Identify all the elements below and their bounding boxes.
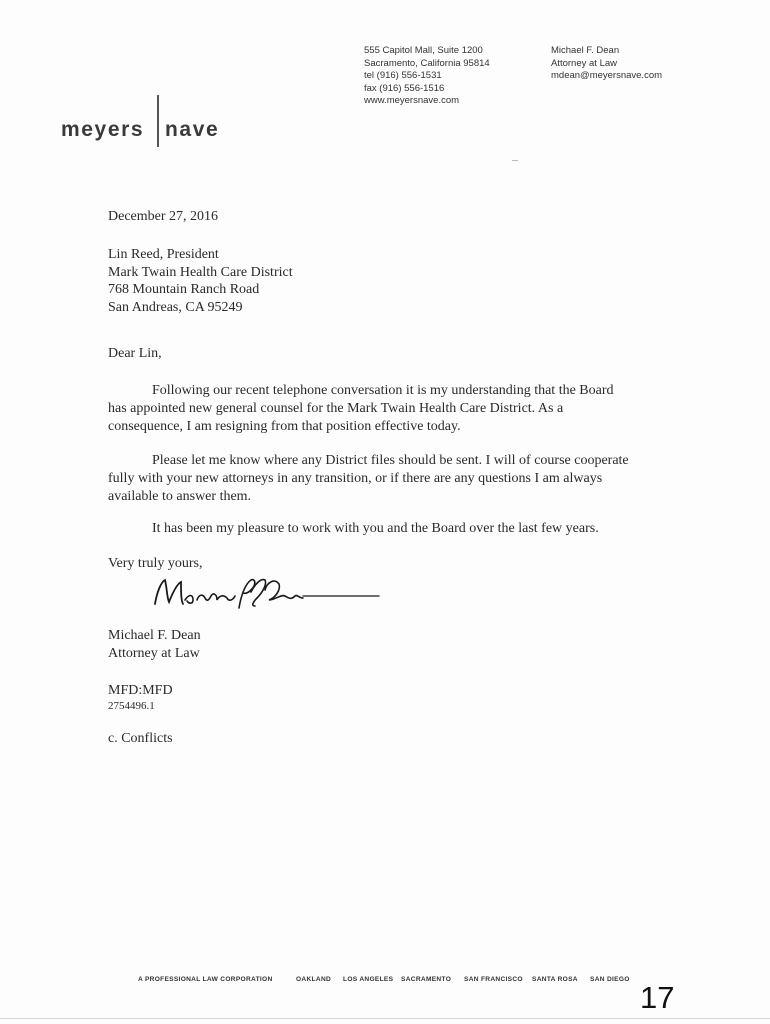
paragraph-line: Please let me know where any District files should be sent. I will of course cooperate [152,453,629,468]
paragraph-line: fully with your new attorneys in any transition, or if there are any questions I am always [108,471,603,486]
footer-city: SACRAMENTO [401,976,452,983]
attorney-line: mdean@meyersnave.com [551,70,663,82]
paragraph-line: available to answer them. [108,489,252,504]
closing: Very truly yours, [108,556,203,571]
body-paragraph-1 [108,382,614,436]
body-paragraph-3: It has been my pleasure to work with you and the Board over the last few years. [152,521,599,536]
recipient-line: Mark Twain Health Care District [108,264,293,280]
logo-word-meyers: meyers [61,118,145,141]
address-line: fax (916) 556-1516 [364,82,445,94]
reference-initials: MFD:MFD [108,683,173,698]
paragraph-line: consequence, I am resigning from that position effective today. [108,419,461,434]
recipient-line: 768 Mountain Ranch Road [108,282,260,297]
page-number: 17 [640,980,675,1015]
signer-name: Michael F. Dean [108,628,201,643]
cc-line: c. Conflicts [108,731,173,746]
scan-mark [512,160,518,161]
salutation: Dear Lin, [108,346,162,361]
address-line: Sacramento, California 95814 [364,57,490,69]
address-line: 555 Capitol Mall, Suite 1200 [364,45,483,56]
handwritten-signature [147,574,387,614]
page-bottom-edge [0,1018,770,1019]
footer-city: LOS ANGELES [343,976,394,983]
address-line: tel (916) 556-1531 [364,70,442,82]
signer-title: Attorney at Law [108,645,200,661]
attorney-contact-block [551,45,662,83]
firm-type: A PROFESSIONAL LAW CORPORATION [138,976,273,983]
logo-word-nave: nave [165,118,220,141]
footer-city: OAKLAND [296,976,332,983]
footer-city: SAN DIEGO [590,976,630,983]
body-paragraph-2 [108,452,629,506]
paragraph-line: has appointed new general counsel for the Mark Twain Health Care District. As a [108,401,564,416]
recipient-line: Lin Reed, President [108,247,219,262]
letter-date: December 27, 2016 [108,209,219,224]
address-line: www.meyersnave.com [364,95,460,107]
paragraph-line: Following our recent telephone conversation it is my understanding that the Board [152,383,614,398]
signer-block [108,627,201,662]
attorney-line: Attorney at Law [551,57,618,69]
attorney-line: Michael F. Dean [551,45,620,56]
document-number: 2754496.1 [108,700,155,712]
footer-city: SAN FRANCISCO [464,976,523,983]
logo-divider [157,95,159,147]
firm-address-block [364,45,490,108]
recipient-address [108,246,293,316]
footer-city: SANTA ROSA [532,976,578,983]
recipient-line: San Andreas, CA 95249 [108,299,243,315]
